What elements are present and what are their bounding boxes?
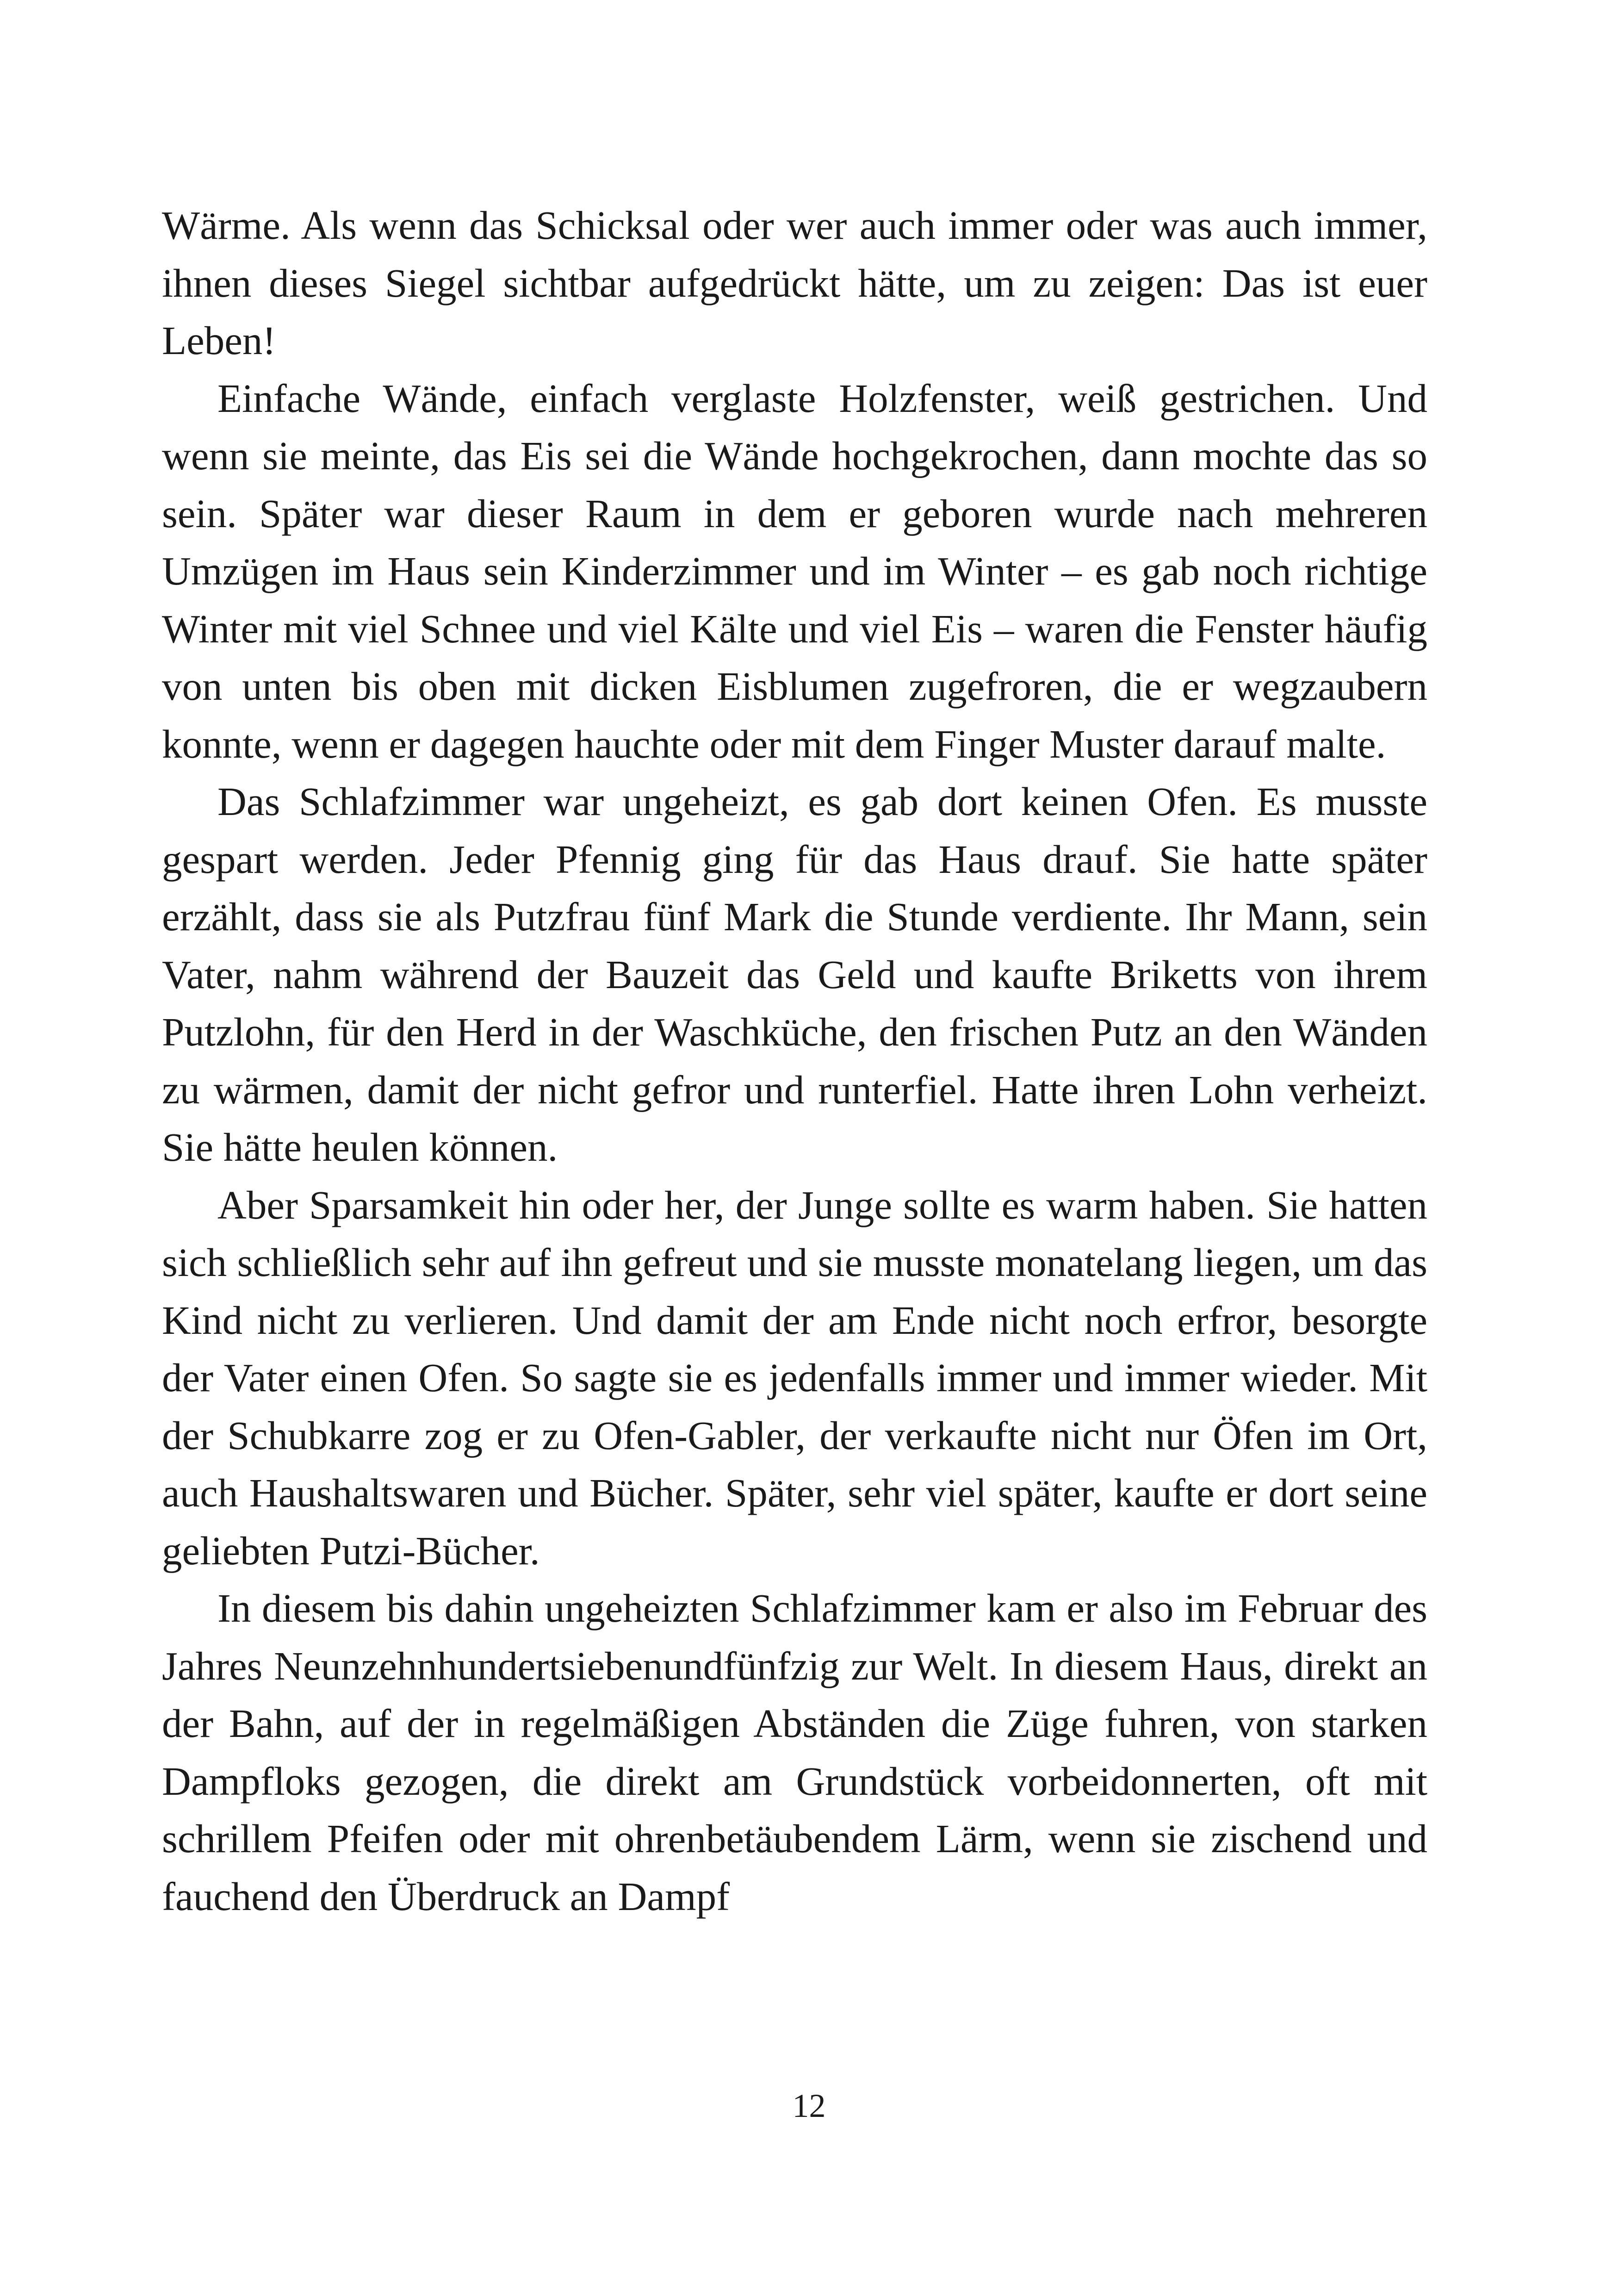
paragraph-1: Wärme. Als wenn das Schicksal oder wer auch immer oder was auch immer, ihnen dieses Siegel sichtbar aufgedrückt hätte, um zu zeigen: Das ist euer Leben! [162,203,1427,363]
paragraph-4: Aber Sparsamkeit hin oder her, der Junge sollte es warm haben. Sie hatten sich schließlich sehr auf ihn gefreut und sie musste monatelang liegen, um das Kind nicht zu verlieren. Und damit der am Ende nicht noch erfror, besorgte der Vater einen Ofen. So sagte sie es jedenfalls immer und immer wieder. Mit der Schubkarre zog er zu Ofen-Gabler, der verkaufte nicht nur Öfen im Ort, auch Haushaltswaren und Bücher. Später, sehr viel später, kaufte er dort seine geliebten Putzi-Bücher. [162,1182,1427,1573]
paragraph-5: In diesem bis dahin ungeheizten Schlafzimmer kam er also im Februar des Jahres Neunzehnhundertsiebenundfünfzig zur Welt. In diesem Haus, direkt an der Bahn, auf der in regelmäßigen Abständen die Züge fuhren, von starken Dampfloks gezogen, die direkt am Grundstück vorbeidonnerten, oft mit schrillem Pfeifen oder mit ohrenbetäubendem Lärm, wenn sie zischend und fauchend den Überdruck an Dampf [162,1586,1427,1919]
page-number: 12 [792,2087,826,2124]
paragraph-3: Das Schlafzimmer war ungeheizt, es gab dort keinen Ofen. Es musste gespart werden. Jeder Pfennig ging für das Haus drauf. Sie hatte später erzählt, dass sie als Putzfrau fünf Mark die Stunde verdiente. Ihr Mann, sein Vater, nahm während der Bauzeit das Geld und kaufte Briketts von ihrem Putzlohn, für den Herd in der Waschküche, den frischen Putz an den Wänden zu wärmen, damit der nicht gefror und runterfiel. Hatte ihren Lohn verheizt. Sie hätte heulen können. [162,779,1427,1170]
body-text [162,197,1427,1925]
paragraph-2: Einfache Wände, einfach verglaste Holzfenster, weiß gestrichen. Und wenn sie meinte, das Eis sei die Wände hochgekrochen, dann mochte das so sein. Später war dieser Raum in dem er geboren wurde nach mehreren Umzügen im Haus sein Kinderzimmer und im Winter – es gab noch richtige Winter mit viel Schnee und viel Kälte und viel Eis – waren die Fenster häufig von unten bis oben mit dicken Eisblumen zugefroren, die er wegzaubern konnte, wenn er dagegen hauchte oder mit dem Finger Muster darauf malte. [162,375,1427,766]
